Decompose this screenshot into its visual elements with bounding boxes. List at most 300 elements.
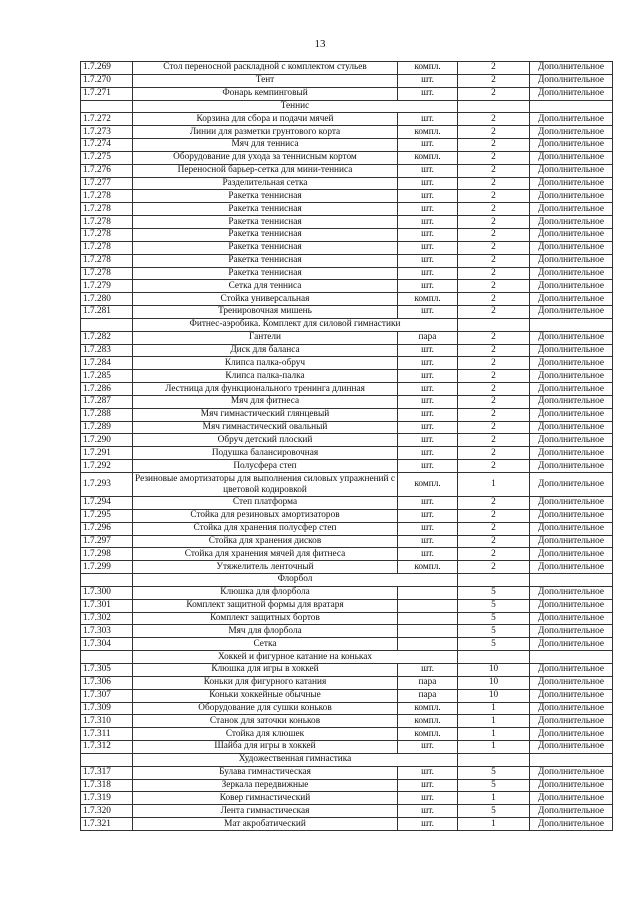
item-number: 1.7.317 xyxy=(81,766,133,779)
item-quantity: 2 xyxy=(458,434,530,447)
item-name: Клюшка для игры в хоккей xyxy=(133,663,398,676)
item-quantity: 2 xyxy=(458,344,530,357)
section-number-cell xyxy=(81,651,133,664)
item-type: Дополнительное xyxy=(530,728,613,741)
item-type: Дополнительное xyxy=(530,548,613,561)
table-row xyxy=(81,331,613,344)
item-type: Дополнительное xyxy=(530,151,613,164)
item-type: Дополнительное xyxy=(530,434,613,447)
item-type: Дополнительное xyxy=(530,702,613,715)
item-quantity: 2 xyxy=(458,190,530,203)
item-name: Стойка для резиновых амортизаторов xyxy=(133,509,398,522)
item-name: Фонарь кемпинговый xyxy=(133,87,398,100)
item-quantity: 2 xyxy=(458,74,530,87)
item-quantity: 10 xyxy=(458,689,530,702)
table-row xyxy=(81,792,613,805)
item-unit xyxy=(398,638,458,651)
item-name: Переносной барьер-сетка для мини-тенниса xyxy=(133,164,398,177)
item-quantity: 2 xyxy=(458,535,530,548)
table-row xyxy=(81,728,613,741)
table-row xyxy=(81,663,613,676)
item-number: 1.7.288 xyxy=(81,408,133,421)
item-name: Тент xyxy=(133,74,398,87)
item-name: Коньки хоккейные обычные xyxy=(133,689,398,702)
table-row xyxy=(81,473,613,497)
item-name: Ракетка теннисная xyxy=(133,216,398,229)
item-type: Дополнительное xyxy=(530,113,613,126)
item-number: 1.7.272 xyxy=(81,113,133,126)
item-type: Дополнительное xyxy=(530,779,613,792)
item-number: 1.7.277 xyxy=(81,177,133,190)
item-name: Корзина для сбора и подачи мячей xyxy=(133,113,398,126)
item-name: Диск для баланса xyxy=(133,344,398,357)
item-name: Ракетка теннисная xyxy=(133,190,398,203)
item-quantity: 5 xyxy=(458,638,530,651)
item-type: Дополнительное xyxy=(530,203,613,216)
item-number: 1.7.283 xyxy=(81,344,133,357)
item-quantity: 10 xyxy=(458,676,530,689)
item-name: Мяч для флорбола xyxy=(133,625,398,638)
item-number: 1.7.278 xyxy=(81,203,133,216)
table-row xyxy=(81,306,613,319)
item-number: 1.7.319 xyxy=(81,792,133,805)
item-unit: шт. xyxy=(398,434,458,447)
item-quantity: 2 xyxy=(458,509,530,522)
item-unit: шт. xyxy=(398,74,458,87)
item-type: Дополнительное xyxy=(530,509,613,522)
table-row xyxy=(81,599,613,612)
section-qty-cell xyxy=(458,100,530,113)
item-type: Дополнительное xyxy=(530,625,613,638)
item-type: Дополнительное xyxy=(530,599,613,612)
section-number-cell xyxy=(81,753,133,766)
item-type: Дополнительное xyxy=(530,241,613,254)
item-number: 1.7.278 xyxy=(81,216,133,229)
item-unit: шт. xyxy=(398,535,458,548)
table-row xyxy=(81,139,613,152)
item-type: Дополнительное xyxy=(530,561,613,574)
item-type: Дополнительное xyxy=(530,331,613,344)
item-quantity: 2 xyxy=(458,62,530,75)
item-type: Дополнительное xyxy=(530,280,613,293)
item-quantity: 1 xyxy=(458,702,530,715)
table-row xyxy=(81,383,613,396)
item-quantity: 5 xyxy=(458,586,530,599)
page-number: 13 xyxy=(314,38,326,50)
table-row xyxy=(81,548,613,561)
section-row xyxy=(81,651,613,664)
item-type: Дополнительное xyxy=(530,306,613,319)
item-type: Дополнительное xyxy=(530,126,613,139)
item-unit: шт. xyxy=(398,280,458,293)
table-row xyxy=(81,267,613,280)
item-unit: компл. xyxy=(398,702,458,715)
item-number: 1.7.276 xyxy=(81,164,133,177)
item-type: Дополнительное xyxy=(530,370,613,383)
item-unit: шт. xyxy=(398,139,458,152)
item-type: Дополнительное xyxy=(530,357,613,370)
item-type: Дополнительное xyxy=(530,190,613,203)
item-name: Клипса палка-обруч xyxy=(133,357,398,370)
item-number: 1.7.278 xyxy=(81,267,133,280)
item-name: Стойка для хранения полусфер степ xyxy=(133,522,398,535)
item-name: Полусфера степ xyxy=(133,460,398,473)
item-quantity: 2 xyxy=(458,293,530,306)
item-unit xyxy=(398,586,458,599)
table-row xyxy=(81,638,613,651)
section-qty-cell xyxy=(458,574,530,587)
item-quantity: 2 xyxy=(458,395,530,408)
section-title: Хоккей и фигурное катание на коньках xyxy=(133,651,458,664)
table-row xyxy=(81,625,613,638)
item-quantity: 1 xyxy=(458,818,530,831)
item-unit: шт. xyxy=(398,421,458,434)
item-number: 1.7.309 xyxy=(81,702,133,715)
item-name: Мяч для тенниса xyxy=(133,139,398,152)
item-number: 1.7.269 xyxy=(81,62,133,75)
section-title: Теннис xyxy=(133,100,458,113)
item-name: Резиновые амортизаторы для выполнения силовых упражнений с цветовой кодировкой xyxy=(133,473,398,497)
section-title: Художественная гимнастика xyxy=(133,753,458,766)
item-name: Ракетка теннисная xyxy=(133,203,398,216)
item-number: 1.7.302 xyxy=(81,612,133,625)
item-name: Булава гимнастическая xyxy=(133,766,398,779)
table-row xyxy=(81,74,613,87)
item-quantity: 2 xyxy=(458,447,530,460)
section-row xyxy=(81,753,613,766)
item-unit: компл. xyxy=(398,126,458,139)
section-qty-cell xyxy=(458,318,530,331)
item-number: 1.7.310 xyxy=(81,715,133,728)
item-unit: шт. xyxy=(398,164,458,177)
table-row xyxy=(81,126,613,139)
item-number: 1.7.303 xyxy=(81,625,133,638)
item-name: Ракетка теннисная xyxy=(133,228,398,241)
item-name: Утяжелитель ленточный xyxy=(133,561,398,574)
item-type: Дополнительное xyxy=(530,87,613,100)
table-row xyxy=(81,190,613,203)
item-number: 1.7.297 xyxy=(81,535,133,548)
item-quantity: 2 xyxy=(458,228,530,241)
item-quantity: 2 xyxy=(458,241,530,254)
table-row xyxy=(81,741,613,754)
item-type: Дополнительное xyxy=(530,139,613,152)
item-number: 1.7.278 xyxy=(81,228,133,241)
item-number: 1.7.305 xyxy=(81,663,133,676)
item-unit: шт. xyxy=(398,190,458,203)
item-unit: шт. xyxy=(398,177,458,190)
item-name: Линии для разметки грунтового корта xyxy=(133,126,398,139)
item-quantity: 5 xyxy=(458,779,530,792)
item-number: 1.7.287 xyxy=(81,395,133,408)
item-quantity: 2 xyxy=(458,421,530,434)
item-quantity: 2 xyxy=(458,561,530,574)
item-quantity: 2 xyxy=(458,331,530,344)
item-quantity: 2 xyxy=(458,113,530,126)
item-quantity: 2 xyxy=(458,370,530,383)
item-quantity: 5 xyxy=(458,625,530,638)
item-type: Дополнительное xyxy=(530,766,613,779)
item-unit: шт. xyxy=(398,497,458,510)
item-unit: шт. xyxy=(398,460,458,473)
item-unit: шт. xyxy=(398,113,458,126)
section-type-cell xyxy=(530,651,613,664)
table-row xyxy=(81,535,613,548)
item-type: Дополнительное xyxy=(530,689,613,702)
table-row xyxy=(81,509,613,522)
table-row xyxy=(81,612,613,625)
item-number: 1.7.321 xyxy=(81,818,133,831)
section-number-cell xyxy=(81,100,133,113)
table-row xyxy=(81,818,613,831)
table-row xyxy=(81,164,613,177)
item-type: Дополнительное xyxy=(530,62,613,75)
table-row xyxy=(81,216,613,229)
item-unit: шт. xyxy=(398,228,458,241)
item-unit: шт. xyxy=(398,383,458,396)
table-row xyxy=(81,434,613,447)
item-unit: компл. xyxy=(398,151,458,164)
item-type: Дополнительное xyxy=(530,535,613,548)
item-number: 1.7.274 xyxy=(81,139,133,152)
item-name: Сетка xyxy=(133,638,398,651)
section-title: Фитнес-аэробика. Комплект для силовой гимнастики xyxy=(133,318,458,331)
item-type: Дополнительное xyxy=(530,805,613,818)
item-type: Дополнительное xyxy=(530,663,613,676)
item-unit: шт. xyxy=(398,344,458,357)
item-number: 1.7.312 xyxy=(81,741,133,754)
item-type: Дополнительное xyxy=(530,254,613,267)
item-type: Дополнительное xyxy=(530,522,613,535)
table-row xyxy=(81,805,613,818)
item-name: Стойка для хранения дисков xyxy=(133,535,398,548)
item-type: Дополнительное xyxy=(530,676,613,689)
section-type-cell xyxy=(530,753,613,766)
section-row xyxy=(81,100,613,113)
item-type: Дополнительное xyxy=(530,715,613,728)
item-quantity: 2 xyxy=(458,177,530,190)
item-quantity: 2 xyxy=(458,139,530,152)
item-quantity: 2 xyxy=(458,408,530,421)
item-name: Ракетка теннисная xyxy=(133,254,398,267)
table-row xyxy=(81,113,613,126)
item-quantity: 2 xyxy=(458,267,530,280)
table-row xyxy=(81,87,613,100)
item-type: Дополнительное xyxy=(530,228,613,241)
item-name: Мяч гимнастический овальный xyxy=(133,421,398,434)
item-unit: компл. xyxy=(398,473,458,497)
item-quantity: 2 xyxy=(458,460,530,473)
item-quantity: 1 xyxy=(458,715,530,728)
table-row xyxy=(81,62,613,75)
item-quantity: 5 xyxy=(458,599,530,612)
section-row xyxy=(81,574,613,587)
item-unit: шт. xyxy=(398,509,458,522)
item-type: Дополнительное xyxy=(530,638,613,651)
item-name: Гантели xyxy=(133,331,398,344)
item-name: Сетка для тенниса xyxy=(133,280,398,293)
item-unit: шт. xyxy=(398,779,458,792)
item-number: 1.7.299 xyxy=(81,561,133,574)
item-type: Дополнительное xyxy=(530,447,613,460)
item-quantity: 2 xyxy=(458,548,530,561)
item-type: Дополнительное xyxy=(530,216,613,229)
item-name: Разделительная сетка xyxy=(133,177,398,190)
section-qty-cell xyxy=(458,753,530,766)
item-type: Дополнительное xyxy=(530,383,613,396)
item-quantity: 2 xyxy=(458,87,530,100)
item-number: 1.7.306 xyxy=(81,676,133,689)
table-row xyxy=(81,689,613,702)
item-number: 1.7.286 xyxy=(81,383,133,396)
item-number: 1.7.281 xyxy=(81,306,133,319)
item-name: Мяч для фитнеса xyxy=(133,395,398,408)
item-number: 1.7.293 xyxy=(81,473,133,497)
item-unit xyxy=(398,612,458,625)
section-type-cell xyxy=(530,318,613,331)
item-type: Дополнительное xyxy=(530,421,613,434)
table-row xyxy=(81,447,613,460)
item-name: Мяч гимнастический глянцевый xyxy=(133,408,398,421)
item-unit: шт. xyxy=(398,395,458,408)
table-row xyxy=(81,370,613,383)
table-row xyxy=(81,497,613,510)
item-quantity: 2 xyxy=(458,126,530,139)
item-type: Дополнительное xyxy=(530,74,613,87)
item-unit: шт. xyxy=(398,792,458,805)
table-row xyxy=(81,228,613,241)
item-name: Подушка балансировочная xyxy=(133,447,398,460)
table-row xyxy=(81,702,613,715)
item-number: 1.7.307 xyxy=(81,689,133,702)
item-number: 1.7.296 xyxy=(81,522,133,535)
item-name: Зеркала передвижные xyxy=(133,779,398,792)
item-name: Клипса палка-палка xyxy=(133,370,398,383)
item-type: Дополнительное xyxy=(530,818,613,831)
item-name: Стойка универсальная xyxy=(133,293,398,306)
section-number-cell xyxy=(81,574,133,587)
item-unit: шт. xyxy=(398,766,458,779)
item-name: Ракетка теннисная xyxy=(133,267,398,280)
item-number: 1.7.280 xyxy=(81,293,133,306)
item-name: Комплект защитной формы для вратаря xyxy=(133,599,398,612)
table-row xyxy=(81,151,613,164)
item-unit: шт. xyxy=(398,87,458,100)
table-row xyxy=(81,177,613,190)
item-type: Дополнительное xyxy=(530,473,613,497)
table-row xyxy=(81,357,613,370)
table-row xyxy=(81,779,613,792)
table-row xyxy=(81,280,613,293)
item-name: Станок для заточки коньков xyxy=(133,715,398,728)
item-type: Дополнительное xyxy=(530,344,613,357)
table-row xyxy=(81,586,613,599)
section-type-cell xyxy=(530,100,613,113)
item-quantity: 1 xyxy=(458,473,530,497)
item-quantity: 2 xyxy=(458,151,530,164)
table-row xyxy=(81,715,613,728)
item-unit: компл. xyxy=(398,728,458,741)
item-name: Стол переносной раскладной с комплектом стульев xyxy=(133,62,398,75)
item-type: Дополнительное xyxy=(530,395,613,408)
item-unit: шт. xyxy=(398,357,458,370)
item-number: 1.7.291 xyxy=(81,447,133,460)
item-quantity: 5 xyxy=(458,805,530,818)
item-type: Дополнительное xyxy=(530,408,613,421)
item-quantity: 1 xyxy=(458,741,530,754)
item-number: 1.7.290 xyxy=(81,434,133,447)
item-number: 1.7.320 xyxy=(81,805,133,818)
item-unit: шт. xyxy=(398,216,458,229)
item-name: Тренировочная мишень xyxy=(133,306,398,319)
item-type: Дополнительное xyxy=(530,177,613,190)
item-unit: шт. xyxy=(398,267,458,280)
item-name: Коньки для фигурного катания xyxy=(133,676,398,689)
item-unit: компл. xyxy=(398,62,458,75)
item-unit: компл. xyxy=(398,561,458,574)
item-number: 1.7.285 xyxy=(81,370,133,383)
item-name: Мат акробатический xyxy=(133,818,398,831)
table-row xyxy=(81,522,613,535)
item-name: Обруч детский плоский xyxy=(133,434,398,447)
item-name: Стойка для клюшек xyxy=(133,728,398,741)
item-type: Дополнительное xyxy=(530,460,613,473)
item-number: 1.7.300 xyxy=(81,586,133,599)
item-number: 1.7.292 xyxy=(81,460,133,473)
item-type: Дополнительное xyxy=(530,293,613,306)
item-unit: пара xyxy=(398,331,458,344)
item-type: Дополнительное xyxy=(530,792,613,805)
item-number: 1.7.273 xyxy=(81,126,133,139)
item-name: Клюшка для флорбола xyxy=(133,586,398,599)
section-qty-cell xyxy=(458,651,530,664)
item-name: Ковер гимнастический xyxy=(133,792,398,805)
item-name: Комплект защитных бортов xyxy=(133,612,398,625)
section-number-cell xyxy=(81,318,133,331)
item-quantity: 1 xyxy=(458,728,530,741)
section-title: Флорбол xyxy=(133,574,458,587)
item-quantity: 2 xyxy=(458,383,530,396)
table-row xyxy=(81,254,613,267)
item-type: Дополнительное xyxy=(530,267,613,280)
item-unit: компл. xyxy=(398,715,458,728)
item-type: Дополнительное xyxy=(530,741,613,754)
table-row xyxy=(81,408,613,421)
table-row xyxy=(81,395,613,408)
table-row xyxy=(81,344,613,357)
item-number: 1.7.282 xyxy=(81,331,133,344)
item-number: 1.7.279 xyxy=(81,280,133,293)
item-type: Дополнительное xyxy=(530,612,613,625)
item-quantity: 5 xyxy=(458,612,530,625)
item-quantity: 2 xyxy=(458,254,530,267)
table-row xyxy=(81,766,613,779)
item-name: Степ платформа xyxy=(133,497,398,510)
table-row xyxy=(81,421,613,434)
item-number: 1.7.278 xyxy=(81,190,133,203)
item-unit: шт. xyxy=(398,522,458,535)
item-quantity: 10 xyxy=(458,663,530,676)
item-quantity: 2 xyxy=(458,357,530,370)
table-row xyxy=(81,676,613,689)
item-type: Дополнительное xyxy=(530,497,613,510)
item-unit: компл. xyxy=(398,293,458,306)
item-unit xyxy=(398,625,458,638)
section-row xyxy=(81,318,613,331)
item-quantity: 2 xyxy=(458,203,530,216)
table-row xyxy=(81,460,613,473)
item-quantity: 2 xyxy=(458,164,530,177)
